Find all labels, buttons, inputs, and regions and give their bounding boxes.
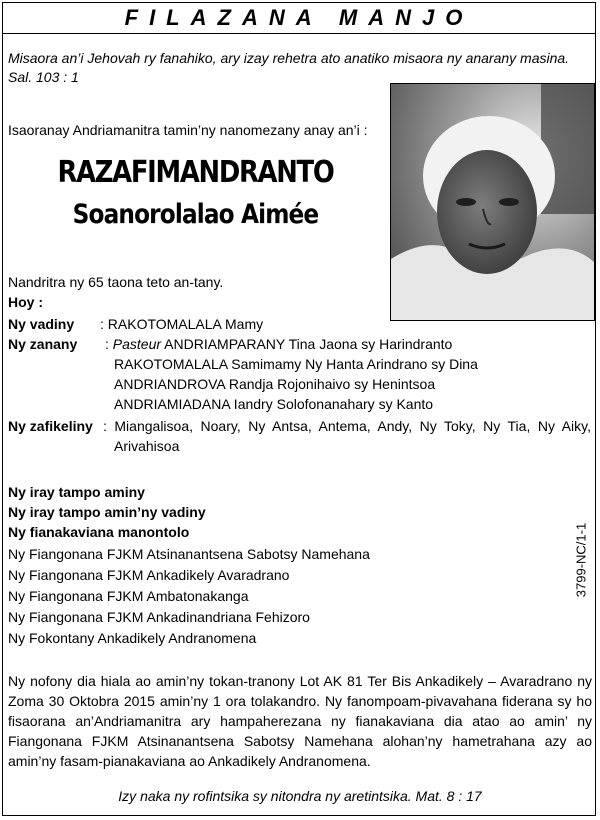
verse-reference: Sal. 103 : 1 — [8, 69, 79, 85]
spouse-label: Ny vadiny — [8, 316, 75, 332]
children-first-line — [105, 335, 452, 354]
announcement-text: Isaoranay Andriamanitra tamin’ny nanomezany anay an’i : — [8, 122, 368, 138]
group-4: Ny Fiangonana FJKM Ankadinandriana Fehizoro — [8, 609, 310, 625]
hoy-label: Hoy : — [8, 294, 43, 310]
deceased-given-names: Soanorolalao Aimée — [72, 199, 319, 230]
portrait-image — [391, 84, 595, 321]
group-bold-1: Ny iray tampo aminy — [8, 484, 145, 500]
obituary-notice — [2, 2, 596, 816]
funeral-details: Ny nofony dia hiala ao amin’ny tokan-tranony Lot AK 81 Ter Bis Ankadikely – Avaradrano ny Zoma 30 Oktobra 2015 amin’ny 1 ora tolakandro. Ny fanompoam-pivavahana fiderana sy ho fisaorana an’Andriamanitra ary hampaherezana ny fianakaviana dia atao ao amin’ ny Fiangonana FJKM Atsinanantsena Sabotsy Namehana alohan’ny hametrahana azy ao amin’ny fasam-pianakaviana ao Ankadikely Andranomena. — [8, 673, 592, 769]
portrait-photo — [390, 83, 595, 321]
opening-verse — [8, 49, 592, 87]
children-label: Ny zanany — [8, 336, 78, 352]
child-3: ANDRIANDROVA Randja Rojonihaivo sy Henintsoa — [114, 376, 436, 392]
reference-code: 3799-NC/1-1 — [573, 522, 589, 598]
group-bold-2: Ny iray tampo amin’ny vadiny — [8, 504, 206, 520]
grandchildren-label: Ny zafikeliny — [8, 418, 93, 434]
children-colon: : — [105, 336, 109, 352]
group-5: Ny Fokontany Ankadikely Andranomena — [8, 630, 257, 646]
children-title: Pasteur — [112, 336, 162, 352]
age-text: Nandritra ny 65 taona teto an-tany. — [8, 274, 224, 290]
grandchildren-line-1: : Miangalisoa, Noary, Ny Antsa, Antema, Andy, Ny Toky, Ny Tia, Ny Aiky, — [103, 418, 591, 434]
child-1: ANDRIAMPARANY Tina Jaona sy Harindranto — [164, 336, 453, 352]
child-4: ANDRIAMIADANA Iandry Solofonanahary sy Kanto — [114, 396, 434, 412]
closing-verse: Izy naka ny rofintsika sy nitondra ny aretintsika. Mat. 8 : 17 — [118, 788, 482, 804]
verse-text: Misaora an’i Jehovah ry fanahiko, ary izay rehetra ato anatiko misaora ny anarany masina. — [8, 50, 570, 66]
grandchildren-line-2: Arivahisoa — [114, 438, 180, 454]
group-bold-3: Ny fianakaviana manontolo — [8, 524, 190, 540]
notice-title: FILAZANA MANJO — [3, 3, 595, 34]
group-2: Ny Fiangonana FJKM Ankadikely Avaradrano — [8, 567, 290, 583]
group-1: Ny Fiangonana FJKM Atsinanantsena Sabotsy Namehana — [8, 546, 370, 562]
deceased-surname: RAZAFIMANDRANTO — [57, 155, 334, 190]
spouse-name: : RAKOTOMALALA Mamy — [100, 316, 264, 332]
group-3: Ny Fiangonana FJKM Ambatonakanga — [8, 588, 249, 604]
child-2: RAKOTOMALALA Samimamy Ny Hanta Arindrano sy Dina — [114, 356, 478, 372]
